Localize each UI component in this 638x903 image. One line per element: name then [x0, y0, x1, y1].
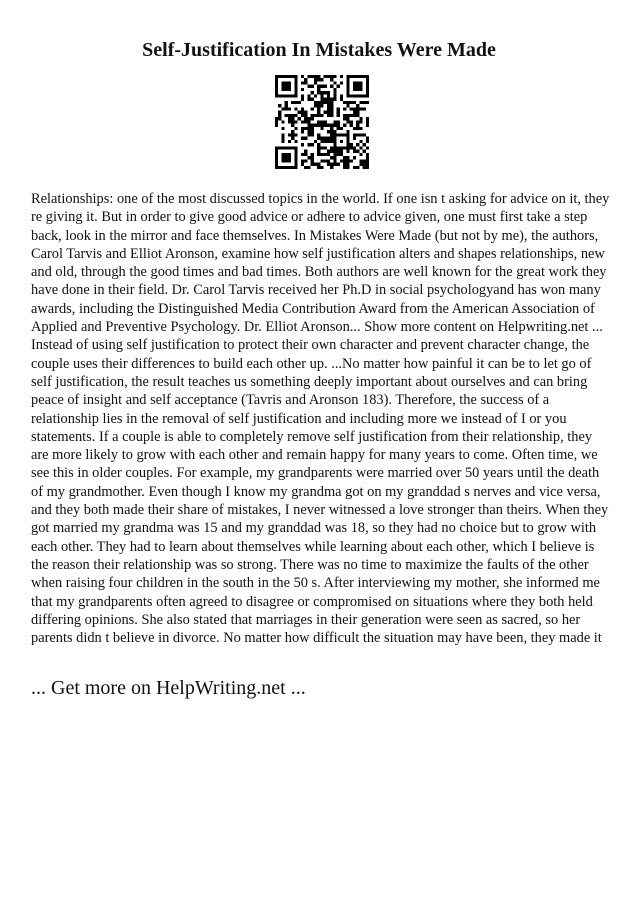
qr-code-icon — [275, 75, 369, 169]
article-body — [31, 190, 613, 647]
paragraph-2: Instead of using self justification to protect their own character and prevent character change, the couple uses their differences to build each other up. ...No matter how painful it can be to let go of self justification, the result teaches us something deeply important about ourselves and can bring peace of insight and self acceptance (Tavris and Aronson 183). Therefore, the success of a relationship lies in the removal of self justification and including more we instead of I or you statements. If a couple is able to completely remove self justification from their relationship, they are more likely to grow with each other and remain happy for many years to come. Often time, we see this in older couples. For example, my grandparents were married over 50 years until the death of my grandmother. Even though I know my grandma got on my granddad s nerves and vice versa, and they both made their share of mistakes, I never witnessed a love stronger than theirs. When they got married my grandma was 15 and my granddad was 18, so they had no choice but to grow with each other. They had to learn about themselves while learning about each other, which I believe is the reason their relationship was so strong. There was no time to maximize the faults of the other when raising four children in the south in the 50 s. After interviewing my mother, she informed me that my grandparents often agreed to disagree or compromised on situations where they both held differing opinions. She also stated that marriages in their generation were seen as sacred, so her parents didn t believe in divorce. No matter how difficult the situation may have been, they made it — [31, 337, 609, 647]
paragraph-1: Relationships: one of the most discussed topics in the world. If one isn t asking for advice on it, they re giving it. But in order to give good advice or adhere to advice given, one must first take a step back, look in the mirror and face themselves. In Mistakes Were Made (but not by me), the authors, Carol Tarvis and Elliot Aronson, examine how self justification alters and shapes relationships, new and old, through the good times and bad times. Both authors are well known for the great work they have done in their field. Dr. Carol Tarvis received her Ph.D in social psychologyand has won many awards, including the Distinguished Media Contribution Award from the American Association of Applied and Preventive Psychology. Dr. Elliot Aronson... Show more content on Helpwriting.net ... — [31, 191, 610, 336]
get-more-link[interactable]: ... Get more on HelpWriting.net ... — [31, 677, 306, 699]
qr-code-graphic — [275, 75, 369, 169]
page-title: Self-Justification In Mistakes Were Made — [142, 39, 496, 61]
